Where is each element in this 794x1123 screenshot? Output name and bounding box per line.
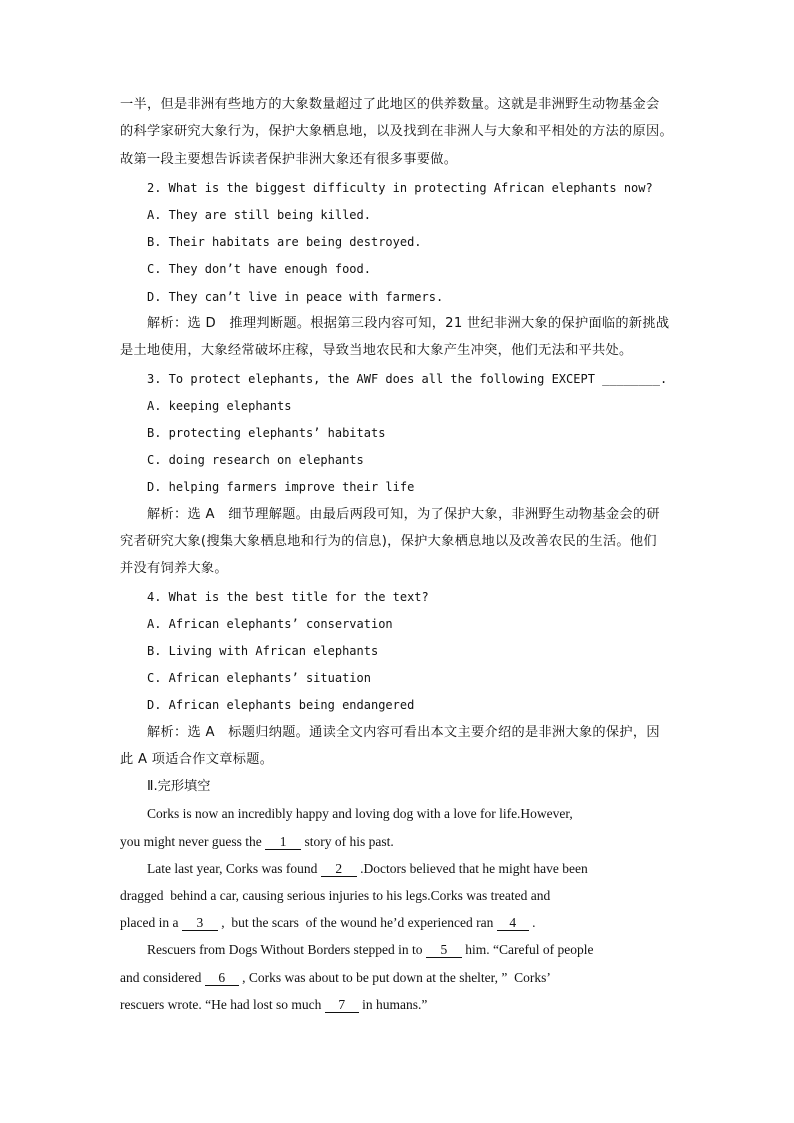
q4-option-b: B. Living with African elephants xyxy=(147,644,379,658)
cloze-text: Rescuers from Dogs Without Borders stepped in to xyxy=(147,942,426,957)
question-4: 4. What is the best title for the text? xyxy=(147,590,429,604)
analysis-line: 一半，但是非洲有些地方的大象数量超过了此地区的供养数量。这就是非洲野生动物基金会 xyxy=(120,97,660,112)
q2-analysis: 是土地使用，大象经常破坏庄稼，导致当地农民和大象产生冲突，他们无法和平共处。 xyxy=(120,343,633,358)
q4-analysis: 解析：选 A 标题归纳题。通读全文内容可看出本文主要介绍的是非洲大象的保护，因 xyxy=(147,725,660,740)
q4-option-d: D. African elephants being endangered xyxy=(147,698,415,712)
analysis-line: 故第一段主要想告诉读者保护非洲大象还有很多事要做。 xyxy=(120,152,458,167)
q4-option-c: C. African elephants’ situation xyxy=(147,671,371,685)
section-title: Ⅱ.完形填空 xyxy=(147,779,211,794)
cloze-line xyxy=(120,915,536,931)
q3-analysis: 并没有饲养大象。 xyxy=(120,561,228,576)
q2-option-b: B. Their habitats are being destroyed. xyxy=(147,235,422,249)
q3-option-d: D. helping farmers improve their life xyxy=(147,480,415,494)
cloze-blank-4: 4 xyxy=(497,916,529,931)
q3-option-c: C. doing research on elephants xyxy=(147,453,364,467)
q4-option-a: A. African elephants’ conservation xyxy=(147,617,393,631)
question-2: 2. What is the biggest difficulty in protecting African elephants now? xyxy=(147,181,653,195)
cloze-text: and considered xyxy=(120,970,205,985)
cloze-text: story of his past. xyxy=(301,834,394,849)
analysis-line: 的科学家研究大象行为，保护大象栖息地，以及找到在非洲人与大象和平相处的方法的原因。 xyxy=(120,124,673,139)
cloze-blank-3: 3 xyxy=(182,916,218,931)
cloze-line: Corks is now an incredibly happy and loving dog with a love for life.However, xyxy=(147,806,573,821)
cloze-text: , but the scars of the wound he’d experienced ran xyxy=(217,915,497,930)
cloze-text: you might never guess the xyxy=(120,834,266,849)
q3-option-a: A. keeping elephants xyxy=(147,399,292,413)
q2-option-d: D. They can’t live in peace with farmers. xyxy=(147,290,444,304)
cloze-text: , Corks was about to be put down at the shelter, ” Corks’ xyxy=(238,970,551,985)
cloze-text: rescuers wrote. “He had lost so much xyxy=(120,997,325,1012)
cloze-line xyxy=(147,942,594,958)
cloze-blank-7: 7 xyxy=(325,998,359,1013)
cloze-line xyxy=(120,997,427,1013)
cloze-line xyxy=(120,834,394,850)
q3-analysis: 解析：选 A 细节理解题。由最后两段可知，为了保护大象，非洲野生动物基金会的研 xyxy=(147,507,660,522)
cloze-line xyxy=(120,970,551,986)
cloze-line: dragged behind a car, causing serious injuries to his legs.Corks was treated and xyxy=(120,888,551,903)
q2-option-a: A. They are still being killed. xyxy=(147,208,371,222)
cloze-line xyxy=(147,861,588,877)
question-3: 3. To protect elephants, the AWF does all the following EXCEPT ________. xyxy=(147,372,668,386)
q4-analysis: 此 A 项适合作文章标题。 xyxy=(120,752,274,767)
cloze-text: Late last year, Corks was found xyxy=(147,861,321,876)
q3-option-b: B. protecting elephants’ habitats xyxy=(147,426,386,440)
cloze-text: him. “Careful of people xyxy=(461,942,594,957)
cloze-text: in humans.” xyxy=(358,997,428,1012)
cloze-blank-2: 2 xyxy=(321,862,357,877)
q2-option-c: C. They don’t have enough food. xyxy=(147,262,371,276)
q3-analysis: 究者研究大象(搜集大象栖息地和行为的信息)，保护大象栖息地以及改善农民的生活。他们 xyxy=(120,534,657,549)
cloze-text: . xyxy=(528,915,536,930)
cloze-text: .Doctors believed that he might have been xyxy=(356,861,588,876)
cloze-blank-1: 1 xyxy=(265,835,301,850)
q2-analysis: 解析：选 D 推理判断题。根据第三段内容可知，21 世纪非洲大象的保护面临的新挑战 xyxy=(147,316,670,331)
cloze-blank-5: 5 xyxy=(426,943,462,958)
cloze-blank-6: 6 xyxy=(205,971,239,986)
cloze-text: placed in a xyxy=(120,915,182,930)
